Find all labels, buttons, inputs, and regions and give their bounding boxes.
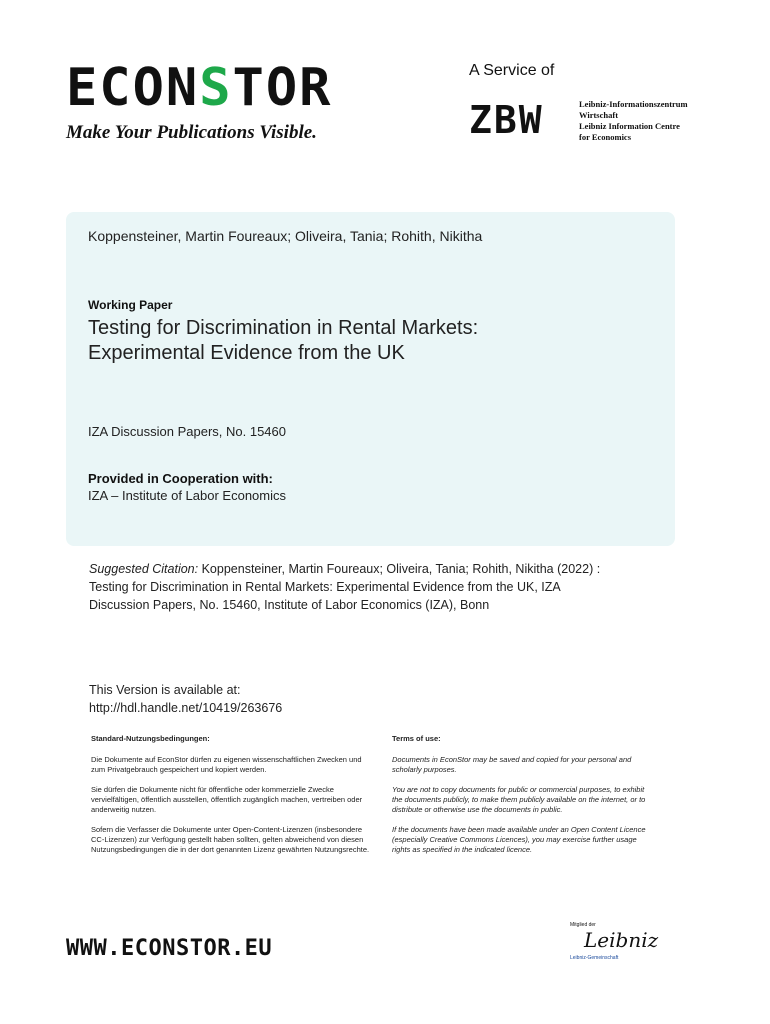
citation-line — [89, 560, 649, 578]
zbw-line: Leibniz-Informationszentrum — [579, 99, 688, 109]
title-line: Testing for Discrimination in Rental Markets: — [88, 317, 479, 339]
terms-paragraph: Die Dokumente auf EconStor dürfen zu eigenen wissenschaftlichen Zwecken und zum Privatgebrauch gespeichert und kopiert werden. — [91, 755, 362, 774]
citation-label: Suggested Citation: — [89, 562, 199, 576]
citation-text: Koppensteiner, Martin Foureaux; Oliveira, Tania; Rohith, Nikitha (2022) : — [201, 562, 601, 576]
document-type: Working Paper — [88, 298, 173, 312]
citation-line: Discussion Papers, No. 15460, Institute of Labor Economics (IZA), Bonn — [89, 598, 490, 612]
terms-german — [91, 734, 371, 865]
cover-box — [66, 212, 675, 546]
zbw-logo[interactable]: ZBW — [469, 98, 544, 142]
leibniz-member-label: Mitglied der — [570, 922, 596, 928]
terms-heading: Standard-Nutzungsbedingungen: — [91, 734, 210, 743]
cooperation-institution: IZA – Institute of Labor Economics — [88, 488, 286, 503]
leibniz-script-logo: Leibniz — [584, 928, 659, 952]
logo-tagline: Make Your Publications Visible. — [66, 122, 317, 143]
version-info — [89, 681, 282, 717]
terms-heading: Terms of use: — [392, 734, 441, 743]
document-title — [88, 316, 658, 366]
series-info: IZA Discussion Papers, No. 15460 — [88, 424, 286, 439]
zbw-description — [579, 99, 729, 143]
terms-paragraph: You are not to copy documents for public or commercial purposes, to exhibit the documents publicly, to make them publicly available on the internet, or to distribute or otherwise use the documents in public. — [392, 785, 646, 814]
cooperation-label: Provided in Cooperation with: — [88, 471, 273, 486]
econstor-url-link[interactable]: WWW.ECONSTOR.EU — [66, 936, 273, 961]
terms-paragraph: Sie dürfen die Dokumente nicht für öffentliche oder kommerzielle Zwecke vervielfältigen, öffentlich ausstellen, öffentlich zugänglich machen, vertreiben oder anderweitig nutzen. — [91, 785, 363, 814]
terms-paragraph: If the documents have been made available under an Open Content Licence (especially Creative Commons Licences), you may exercise further usage rights as specified in the indicated licence. — [392, 825, 646, 854]
terms-english — [392, 734, 647, 865]
handle-link[interactable]: http://hdl.handle.net/10419/263676 — [89, 701, 283, 715]
version-label: This Version is available at: — [89, 683, 241, 697]
zbw-line: Leibniz Information Centre — [579, 121, 680, 131]
terms-paragraph: Sofern die Verfasser die Dokumente unter Open-Content-Lizenzen (insbesondere CC-Lizenzen) zur Verfügung gestellt haben sollten, gelten abweichend von diesen Nutzungsbedingungen die in der dort genannten Lizenz gewährten Nutzungsrechte. — [91, 825, 370, 854]
leibniz-logo[interactable] — [560, 922, 659, 972]
leibniz-subtitle: Leibniz-Gemeinschaft — [570, 955, 619, 961]
terms-paragraph: Documents in EconStor may be saved and copied for your personal and scholarly purposes. — [392, 755, 632, 774]
citation-line: Testing for Discrimination in Rental Markets: Experimental Evidence from the UK, IZA — [89, 580, 561, 594]
zbw-line: for Economics — [579, 132, 632, 142]
econstor-logo[interactable] — [66, 58, 366, 144]
suggested-citation — [89, 560, 649, 614]
authors: Koppensteiner, Martin Foureaux; Oliveira, Tania; Rohith, Nikitha — [88, 228, 483, 244]
title-line: Experimental Evidence from the UK — [88, 342, 405, 364]
econstor-wordmark: ECONSTOR — [66, 58, 333, 118]
service-label: A Service of — [469, 62, 555, 79]
zbw-line: Wirtschaft — [579, 110, 619, 120]
